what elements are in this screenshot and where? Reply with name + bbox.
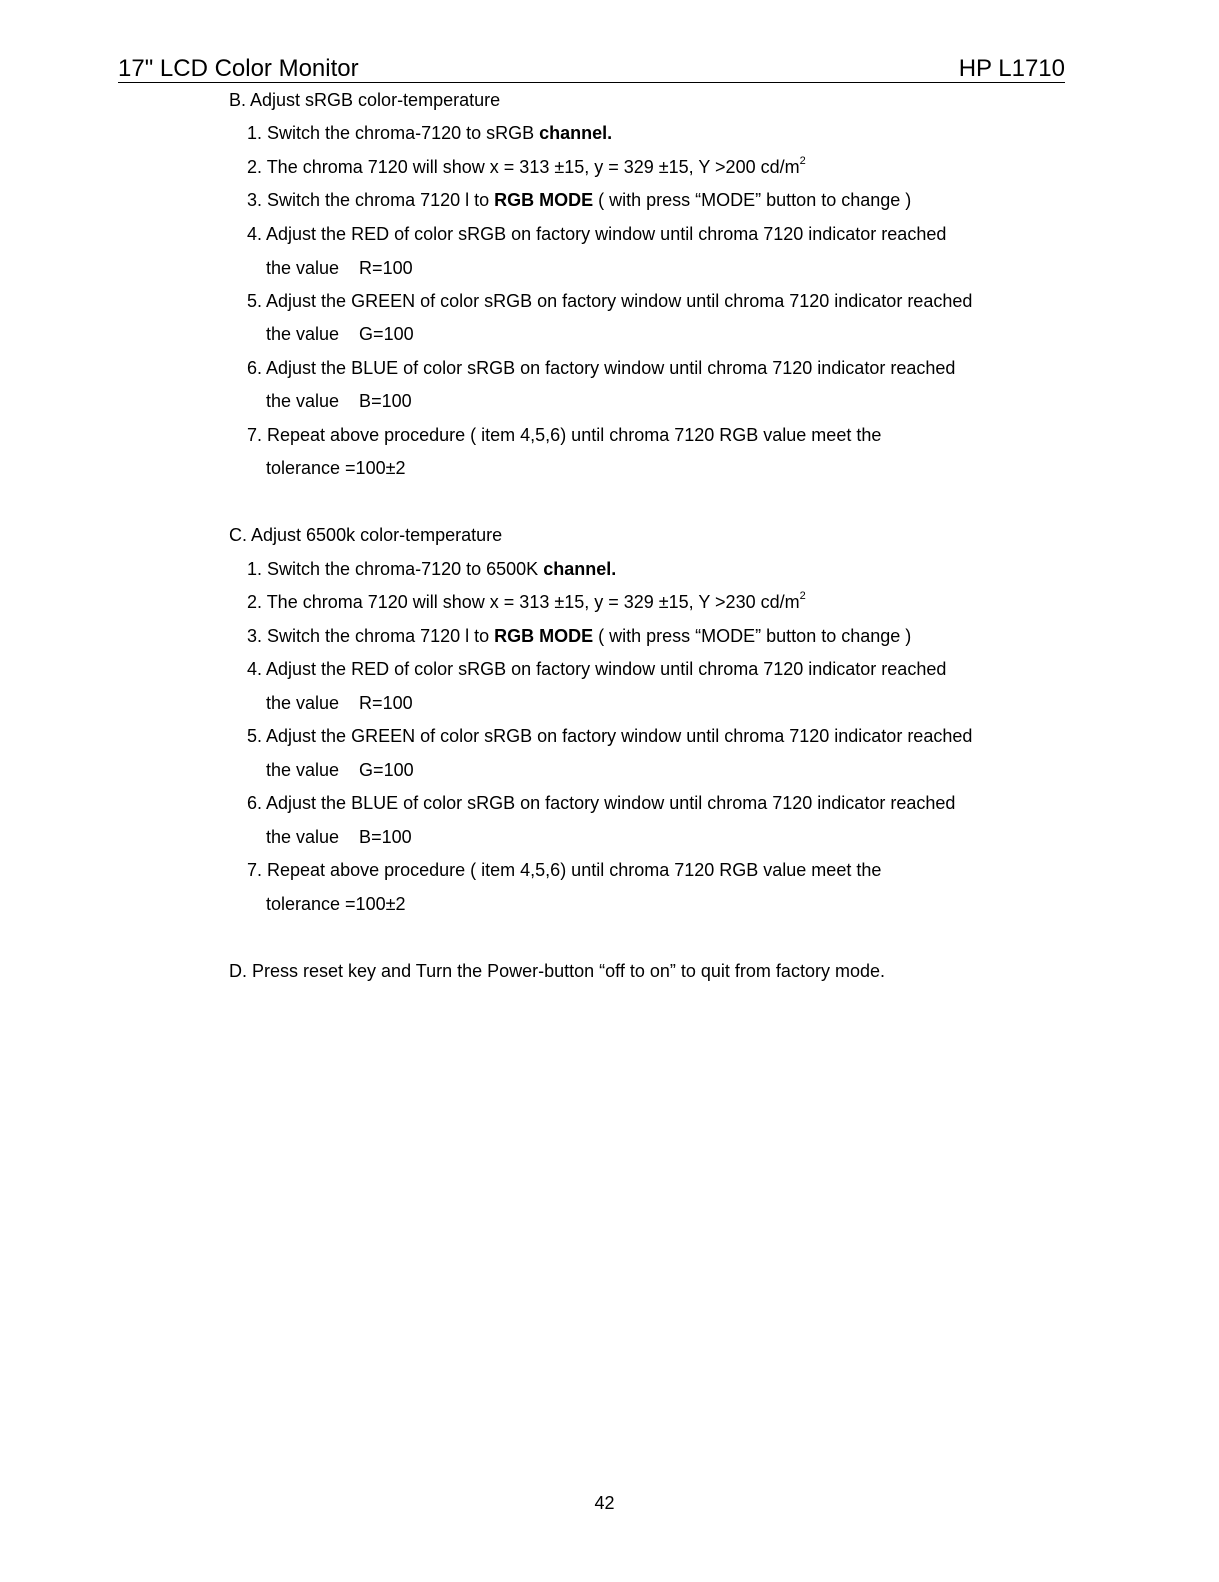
section-b-step-7-tolerance: tolerance =100±2 [266, 458, 406, 478]
section-c-step-5: 5. Adjust the GREEN of color sRGB on factory window until chroma 7120 indicator reached [247, 726, 973, 746]
section-b-step-5: 5. Adjust the GREEN of color sRGB on factory window until chroma 7120 indicator reached [247, 291, 973, 311]
emphasis: RGB MODE [494, 190, 594, 210]
section-c-step-1: 1. Switch the chroma-7120 to 6500K channel. [247, 559, 617, 579]
emphasis: channel. [543, 559, 617, 579]
section-b-step-5-value: the value G=100 [266, 324, 414, 344]
section-c-step-3: 3. Switch the chroma 7120 l to RGB MODE ( with press “MODE” button to change ) [247, 626, 912, 646]
section-b-step-6-value: the value B=100 [266, 391, 412, 411]
section-b-step-3: 3. Switch the chroma 7120 l to RGB MODE ( with press “MODE” button to change ) [247, 190, 912, 210]
section-b-heading: B. Adjust sRGB color-temperature [229, 90, 501, 110]
section-b-step-2: 2. The chroma 7120 will show x = 313 ±15, y = 329 ±15, Y >200 $cd/m^2$ [247, 155, 806, 177]
section-b-step-1: 1. Switch the chroma-7120 to sRGB channel. [247, 123, 613, 143]
section-b-step-4-value: the value R=100 [266, 258, 413, 278]
section-c-step-7-tolerance: tolerance =100±2 [266, 894, 406, 914]
superscript: 2 [799, 155, 806, 167]
model-name: HP L1710 [958, 55, 1065, 82]
superscript: 2 [799, 590, 806, 602]
section-c-step-6-value: the value B=100 [266, 827, 412, 847]
section-c-heading: C. Adjust 6500k color-temperature [229, 525, 503, 545]
section-c-step-4-value: the value R=100 [266, 693, 413, 713]
document-title: 17" LCD Color Monitor [118, 55, 359, 82]
section-c-step-6: 6. Adjust the BLUE of color sRGB on factory window until chroma 7120 indicator reached [247, 793, 956, 813]
section-b-step-7: 7. Repeat above procedure ( item 4,5,6) until chroma 7120 RGB value meet the [247, 425, 882, 445]
emphasis: channel. [539, 123, 613, 143]
page-number: 42 [594, 1493, 615, 1513]
section-c-step-4: 4. Adjust the RED of color sRGB on factory window until chroma 7120 indicator reached [247, 659, 947, 679]
section-c-step-5-value: the value G=100 [266, 760, 414, 780]
page-header [118, 52, 1065, 83]
section-b-step-6: 6. Adjust the BLUE of color sRGB on factory window until chroma 7120 indicator reached [247, 358, 956, 378]
section-b-step-4: 4. Adjust the RED of color sRGB on factory window until chroma 7120 indicator reached [247, 224, 947, 244]
emphasis: RGB MODE [494, 626, 594, 646]
section-c-step-2: 2. The chroma 7120 will show x = 313 ±15, y = 329 ±15, Y >230 $cd/m^2$ [247, 590, 806, 612]
section-d-text: D. Press reset key and Turn the Power-button “off to on” to quit from factory mode. [229, 961, 885, 981]
section-c-step-7: 7. Repeat above procedure ( item 4,5,6) until chroma 7120 RGB value meet the [247, 860, 882, 880]
